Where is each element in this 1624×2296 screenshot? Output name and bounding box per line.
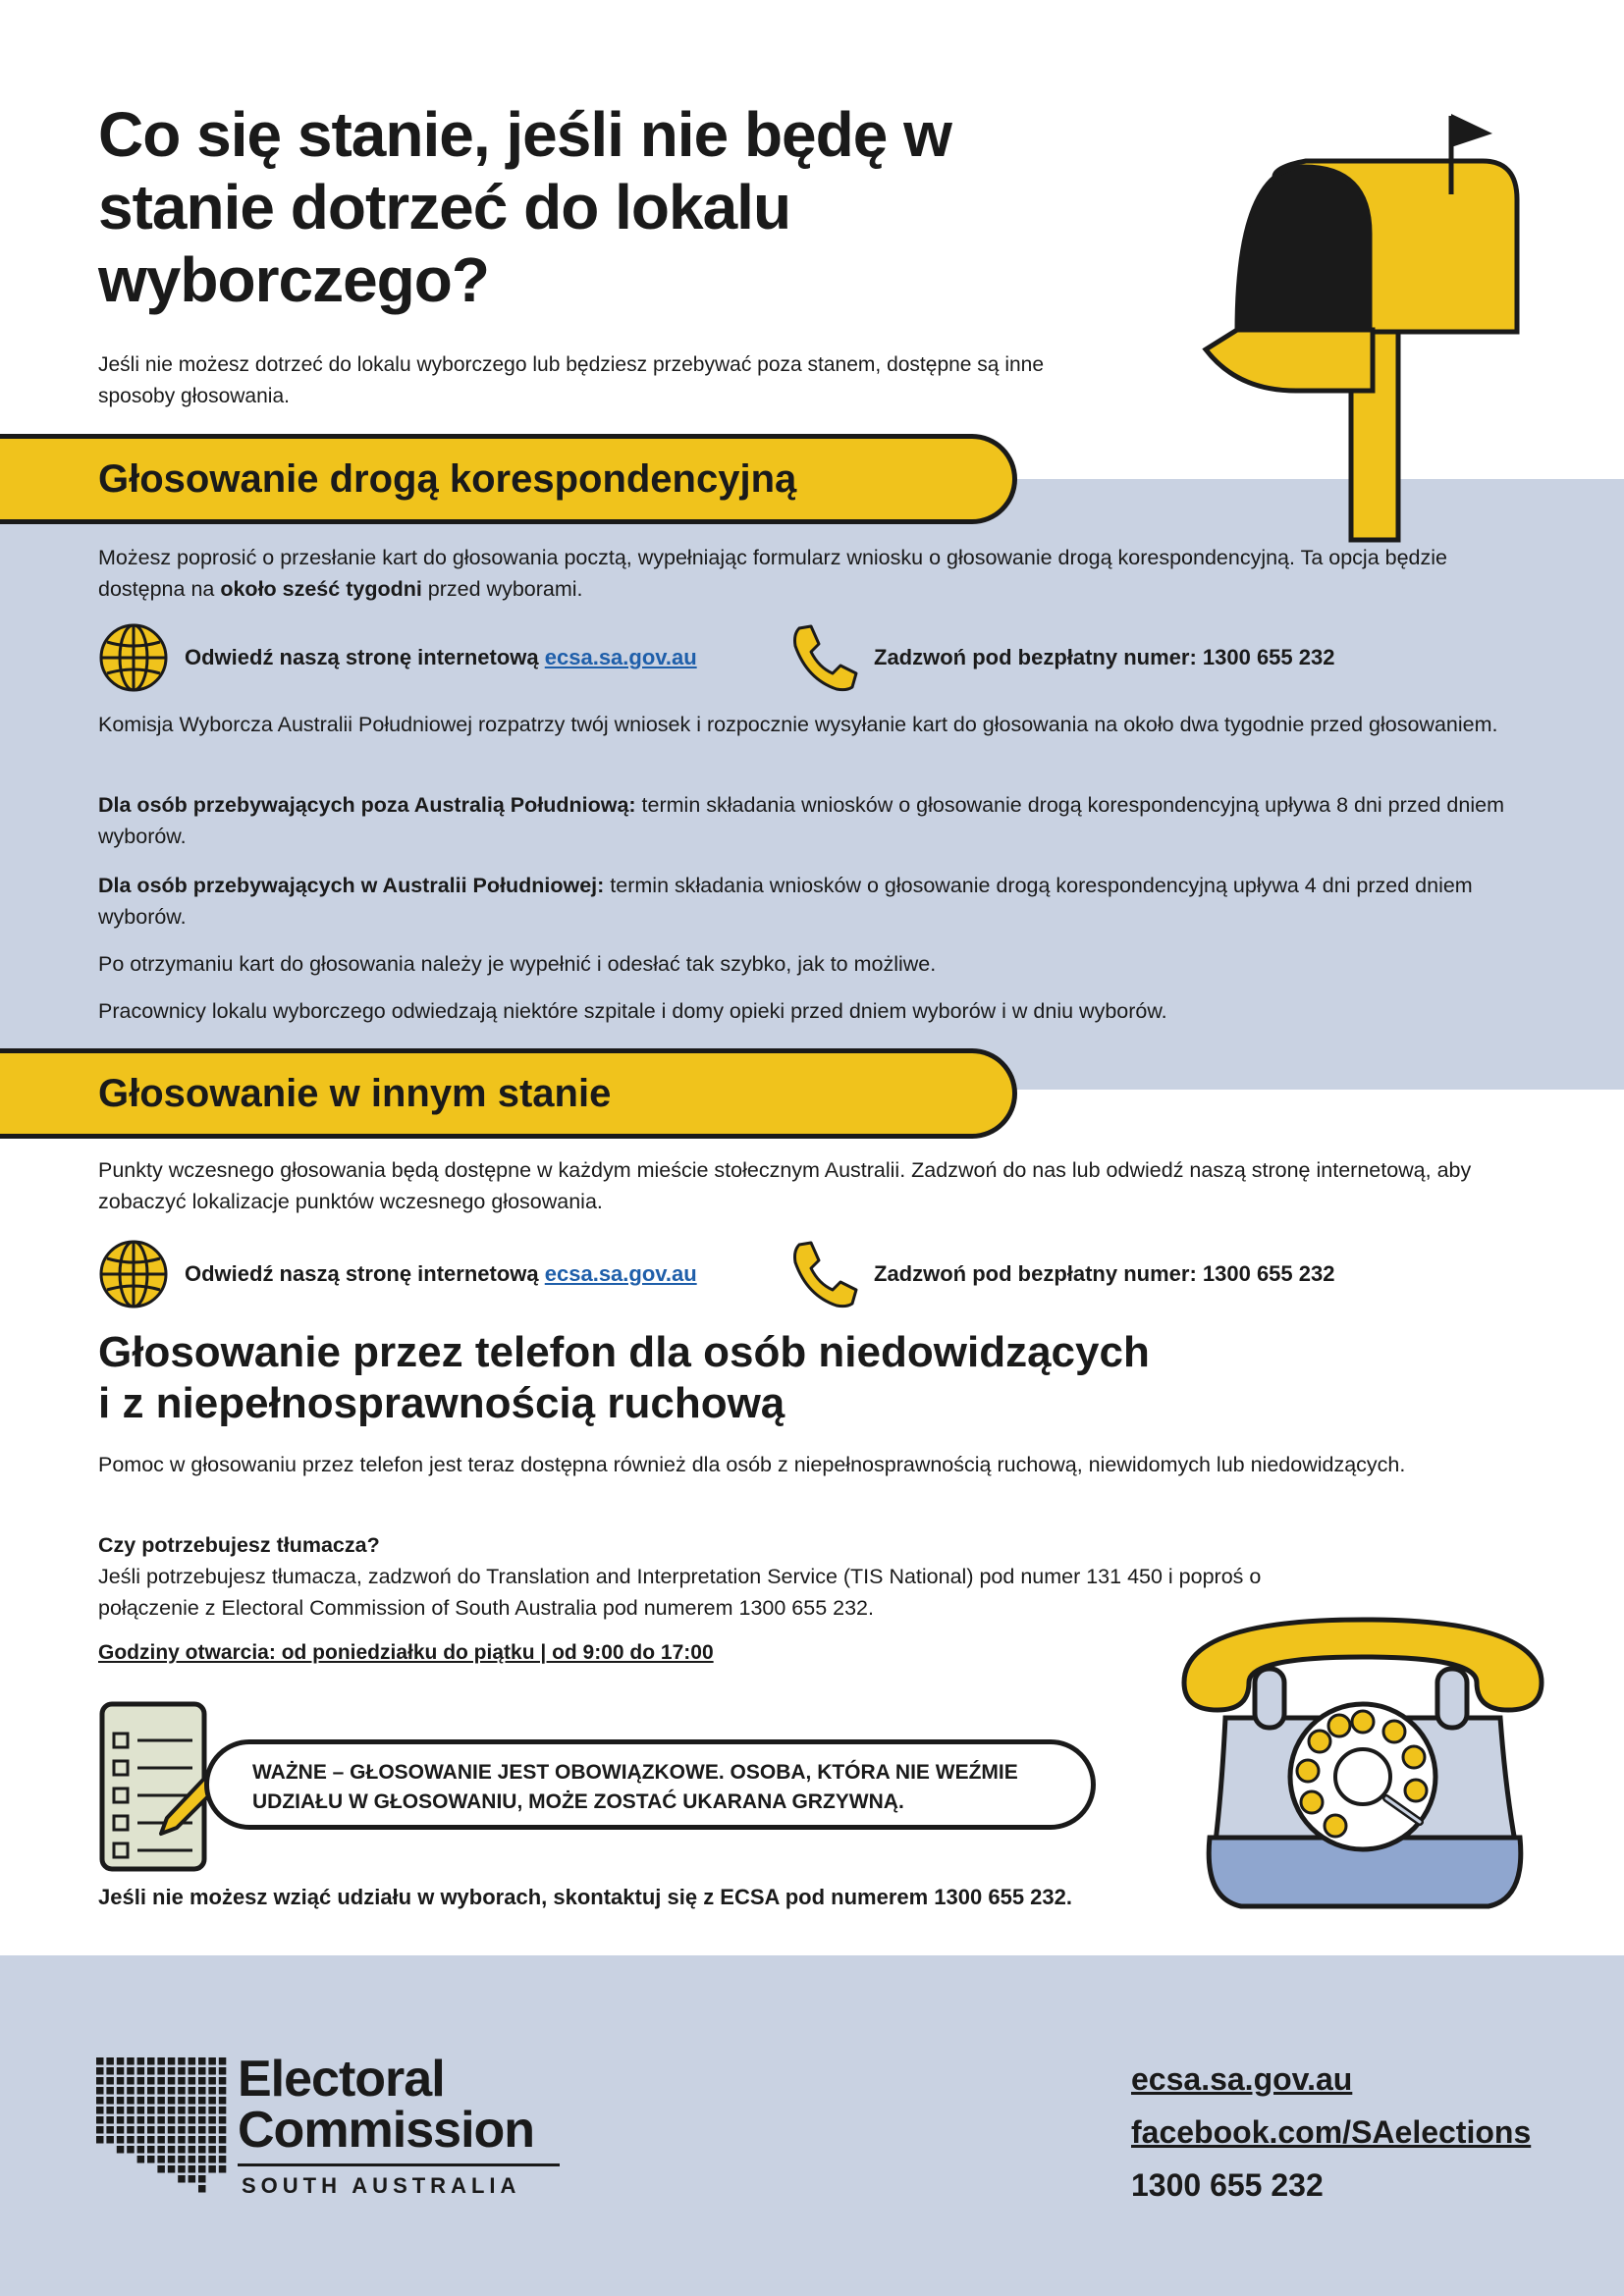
logo-dot <box>137 2087 145 2095</box>
logo-dot <box>137 2097 145 2105</box>
footer-facebook-link[interactable]: facebook.com/SAelections <box>1131 2114 1532 2150</box>
logo-dot <box>178 2126 186 2134</box>
warning-text: WAŻNE – GŁOSOWANIE JEST OBOWIĄZKOWE. OSOBA, KTÓRA NIE WEŹMIE UDZIAŁU W GŁOSOWANIU, MOŻE ZOSTAĆ UKARANA GRZYWNĄ. <box>252 1761 1018 1813</box>
logo-subtitle: SOUTH AUSTRALIA <box>242 2173 521 2198</box>
interstate-web-contact: Odwiedź naszą stronę internetową ecsa.sa.gov.au <box>98 1237 697 1311</box>
logo-dot <box>127 2067 135 2075</box>
logo-dot <box>189 2077 196 2085</box>
logo-dot <box>106 2097 114 2105</box>
logo-dot <box>106 2077 114 2085</box>
logo-dot <box>117 2097 125 2105</box>
logo-dot <box>178 2156 186 2163</box>
mailbox-icon <box>1198 106 1532 544</box>
logo-dot <box>198 2097 206 2105</box>
mandatory-voting-warning <box>204 1739 1096 1830</box>
logo-dot <box>219 2087 227 2095</box>
footer-phone: 1300 655 232 <box>1131 2167 1324 2203</box>
logo-dot <box>137 2156 145 2163</box>
logo-dot <box>208 2116 216 2124</box>
logo-dot <box>147 2087 155 2095</box>
logo-divider <box>238 2163 560 2166</box>
logo-dot <box>96 2097 104 2105</box>
postal-phone-contact: Zadzwoń pod bezpłatny numer: 1300 655 232 <box>789 620 1334 695</box>
logo-dot <box>168 2126 176 2134</box>
logo-dot <box>157 2067 165 2075</box>
logo-dot <box>178 2165 186 2173</box>
logo-dot <box>178 2107 186 2114</box>
logo-dot <box>208 2097 216 2105</box>
logo-dot <box>157 2107 165 2114</box>
logo-dot <box>117 2146 125 2154</box>
logo-dot <box>178 2175 186 2183</box>
logo-dot <box>147 2136 155 2144</box>
logo-dot <box>157 2116 165 2124</box>
logo-dot <box>96 2107 104 2114</box>
page-title: Co się stanie, jeśli nie będę w stanie dotrzeć do lokalu wyborczego? <box>98 99 951 315</box>
postal-voting-banner <box>0 434 1017 524</box>
postal-web-contact: Odwiedź naszą stronę internetową ecsa.sa.gov.au <box>98 620 697 695</box>
logo-line-2: Commission <box>238 2102 535 2159</box>
logo-dot <box>96 2136 104 2144</box>
footer-website-link[interactable]: ecsa.sa.gov.au <box>1131 2061 1353 2097</box>
logo-dot <box>219 2116 227 2124</box>
logo-dot <box>219 2165 227 2173</box>
globe-icon <box>98 622 169 693</box>
logo-dot <box>208 2057 216 2065</box>
logo-dot <box>96 2067 104 2075</box>
logo-dot <box>219 2097 227 2105</box>
logo-dot <box>117 2126 125 2134</box>
logo-dot <box>198 2067 206 2075</box>
postal-paragraph-4: Dla osób przebywających w Australii Południowej: termin składania wniosków o głosowanie drogą korespondencyjną upływa 4 dni przed dniem wyborów. <box>98 874 1473 929</box>
logo-dot <box>198 2185 206 2193</box>
logo-dot <box>117 2077 125 2085</box>
logo-dot <box>219 2136 227 2144</box>
rotary-phone-icon <box>1176 1612 1549 1914</box>
logo-dot <box>96 2126 104 2134</box>
logo-dot <box>208 2087 216 2095</box>
logo-dot <box>157 2087 165 2095</box>
globe-icon <box>98 1239 169 1309</box>
logo-dot <box>127 2057 135 2065</box>
postal-voting-heading: Głosowanie drogą korespondencyjną <box>98 457 797 501</box>
logo-dot <box>157 2126 165 2134</box>
logo-dot <box>106 2087 114 2095</box>
logo-dot <box>198 2146 206 2154</box>
logo-dot <box>157 2165 165 2173</box>
ecsa-logo-icon <box>96 2057 230 2195</box>
logo-dot <box>189 2156 196 2163</box>
logo-dot <box>198 2057 206 2065</box>
logo-dot <box>219 2126 227 2134</box>
logo-dot <box>147 2097 155 2105</box>
logo-dot <box>198 2175 206 2183</box>
logo-dot <box>106 2107 114 2114</box>
logo-dot <box>147 2156 155 2163</box>
logo-dot <box>127 2077 135 2085</box>
logo-dot <box>157 2136 165 2144</box>
logo-dot <box>168 2097 176 2105</box>
opening-hours: Godziny otwarcia: od poniedziałku do piątku | od 9:00 do 17:00 <box>98 1641 714 1664</box>
logo-dot <box>147 2067 155 2075</box>
postal-paragraph-2: Komisja Wyborcza Australii Południowej rozpatrzy twój wniosek i rozpocznie wysyłanie kart do głosowania na około dwa tygodnie przed głosowaniem. <box>98 713 1498 736</box>
logo-dot <box>219 2146 227 2154</box>
logo-dot <box>189 2165 196 2173</box>
logo-dot <box>208 2165 216 2173</box>
logo-dot <box>189 2175 196 2183</box>
logo-dot <box>147 2107 155 2114</box>
logo-dot <box>178 2136 186 2144</box>
logo-dot <box>147 2116 155 2124</box>
interstate-phone-contact: Zadzwoń pod bezpłatny numer: 1300 655 232 <box>789 1237 1334 1311</box>
logo-dot <box>168 2107 176 2114</box>
interstate-paragraph-1: Punkty wczesnego głosowania będą dostępne w każdym mieście stołecznym Australii. Zadzwoń do nas lub odwiedź naszą stronę internetową, aby zobaczyć lokalizacje punktów wczesnego głosowania. <box>98 1158 1472 1213</box>
logo-dot <box>137 2057 145 2065</box>
logo-dot <box>137 2116 145 2124</box>
logo-dot <box>168 2087 176 2095</box>
logo-dot <box>189 2087 196 2095</box>
phone-handset-icon <box>789 1239 858 1309</box>
logo-dot <box>208 2107 216 2114</box>
logo-dot <box>189 2136 196 2144</box>
logo-dot <box>117 2107 125 2114</box>
logo-dot <box>137 2136 145 2144</box>
logo-dot <box>219 2057 227 2065</box>
logo-dot <box>178 2067 186 2075</box>
logo-dot <box>178 2116 186 2124</box>
logo-dot <box>137 2126 145 2134</box>
logo-dot <box>127 2146 135 2154</box>
interpreter-block <box>98 1529 1276 1624</box>
logo-dot <box>157 2077 165 2085</box>
logo-dot <box>117 2057 125 2065</box>
logo-dot <box>208 2136 216 2144</box>
interstate-voting-banner <box>0 1048 1017 1139</box>
logo-dot <box>219 2156 227 2163</box>
logo-dot <box>178 2097 186 2105</box>
logo-dot <box>178 2087 186 2095</box>
logo-dot <box>168 2165 176 2173</box>
phone-handset-icon <box>789 622 858 693</box>
logo-dot <box>127 2126 135 2134</box>
logo-dot <box>168 2057 176 2065</box>
logo-dot <box>137 2107 145 2114</box>
logo-dot <box>117 2136 125 2144</box>
logo-dot <box>208 2067 216 2075</box>
postal-paragraph-1: Możesz poprosić o przesłanie kart do głosowania pocztą, wypełniając formularz wniosku o głosowanie drogą korespondencyjną. Ta opcja będzie dostępna na około sześć tygodni przed wyborami. <box>98 546 1447 601</box>
logo-dot <box>189 2057 196 2065</box>
interpreter-question: Czy potrzebujesz tłumacza? <box>98 1533 380 1557</box>
logo-dot <box>178 2077 186 2085</box>
logo-dot <box>106 2067 114 2075</box>
logo-dot <box>168 2116 176 2124</box>
logo-dot <box>198 2116 206 2124</box>
logo-dot <box>96 2116 104 2124</box>
logo-dot <box>189 2126 196 2134</box>
interstate-website-link[interactable]: ecsa.sa.gov.au <box>544 1261 697 1286</box>
logo-dot <box>137 2077 145 2085</box>
logo-dot <box>198 2077 206 2085</box>
logo-dot <box>168 2067 176 2075</box>
logo-dot <box>96 2077 104 2085</box>
logo-dot <box>198 2136 206 2144</box>
logo-line-1: Electoral <box>238 2051 445 2108</box>
logo-dot <box>127 2087 135 2095</box>
logo-dot <box>106 2116 114 2124</box>
logo-dot <box>219 2077 227 2085</box>
logo-dot <box>198 2156 206 2163</box>
logo-dot <box>147 2077 155 2085</box>
logo-dot <box>178 2057 186 2065</box>
logo-dot <box>168 2077 176 2085</box>
logo-dot <box>168 2156 176 2163</box>
logo-dot <box>157 2146 165 2154</box>
logo-dot <box>106 2057 114 2065</box>
logo-dot <box>147 2057 155 2065</box>
logo-dot <box>157 2156 165 2163</box>
postal-paragraph-6: Pracownicy lokalu wyborczego odwiedzają niektóre szpitale i domy opieki przed dniem wyborów i w dniu wyborów. <box>98 999 1167 1023</box>
logo-dot <box>96 2087 104 2095</box>
logo-dot <box>127 2097 135 2105</box>
logo-dot <box>189 2067 196 2075</box>
logo-dot <box>127 2136 135 2144</box>
postal-paragraph-5: Po otrzymaniu kart do głosowania należy je wypełnić i odesłać tak szybko, jak to możliwe. <box>98 952 937 976</box>
logo-dot <box>208 2156 216 2163</box>
contact-note: Jeśli nie możesz wziąć udziału w wyborach, skontaktuj się z ECSA pod numerem 1300 655 232. <box>98 1885 1072 1909</box>
logo-dot <box>137 2067 145 2075</box>
logo-dot <box>198 2165 206 2173</box>
logo-dot <box>137 2146 145 2154</box>
logo-dot <box>127 2107 135 2114</box>
logo-dot <box>198 2107 206 2114</box>
logo-dot <box>168 2146 176 2154</box>
logo-dot <box>168 2136 176 2144</box>
logo-dot <box>189 2097 196 2105</box>
logo-dot <box>117 2067 125 2075</box>
logo-dot <box>147 2146 155 2154</box>
telephone-voting-heading: Głosowanie przez telefon dla osób niedowidzących i z niepełnosprawnością ruchową <box>98 1328 1150 1427</box>
logo-dot <box>117 2087 125 2095</box>
logo-dot <box>208 2146 216 2154</box>
logo-dot <box>106 2136 114 2144</box>
logo-dot <box>219 2107 227 2114</box>
telephone-paragraph-1: Pomoc w głosowaniu przez telefon jest teraz dostępna również dla osób z niepełnosprawnością ruchową, niewidomych lub niedowidzących. <box>98 1453 1406 1476</box>
intro-text: Jeśli nie możesz dotrzeć do lokalu wyborczego lub będziesz przebywać poza stanem, dostępne są inne sposoby głosowania. <box>98 353 1045 407</box>
interpreter-text: Jeśli potrzebujesz tłumacza, zadzwoń do Translation and Interpretation Service (TIS National) pod numer 131 450 i poproś o połączenie z Electoral Commission of South Australia pod numerem 1300 655 232. <box>98 1565 1262 1620</box>
logo-dot <box>208 2126 216 2134</box>
logo-dot <box>106 2126 114 2134</box>
logo-dot <box>117 2116 125 2124</box>
logo-dot <box>147 2126 155 2134</box>
logo-dot <box>189 2116 196 2124</box>
postal-website-link[interactable]: ecsa.sa.gov.au <box>544 645 697 669</box>
logo-dot <box>198 2087 206 2095</box>
logo-dot <box>219 2067 227 2075</box>
logo-dot <box>208 2077 216 2085</box>
logo-dot <box>127 2116 135 2124</box>
logo-dot <box>189 2107 196 2114</box>
logo-dot <box>96 2057 104 2065</box>
logo-dot <box>198 2126 206 2134</box>
interstate-voting-heading: Głosowanie w innym stanie <box>98 1072 612 1115</box>
logo-dot <box>157 2097 165 2105</box>
logo-dot <box>189 2146 196 2154</box>
logo-dot <box>157 2057 165 2065</box>
logo-dot <box>178 2146 186 2154</box>
postal-paragraph-3: Dla osób przebywających poza Australią Południową: termin składania wniosków o głosowanie drogą korespondencyjną upływa 8 dni przed dniem wyborów. <box>98 793 1504 848</box>
